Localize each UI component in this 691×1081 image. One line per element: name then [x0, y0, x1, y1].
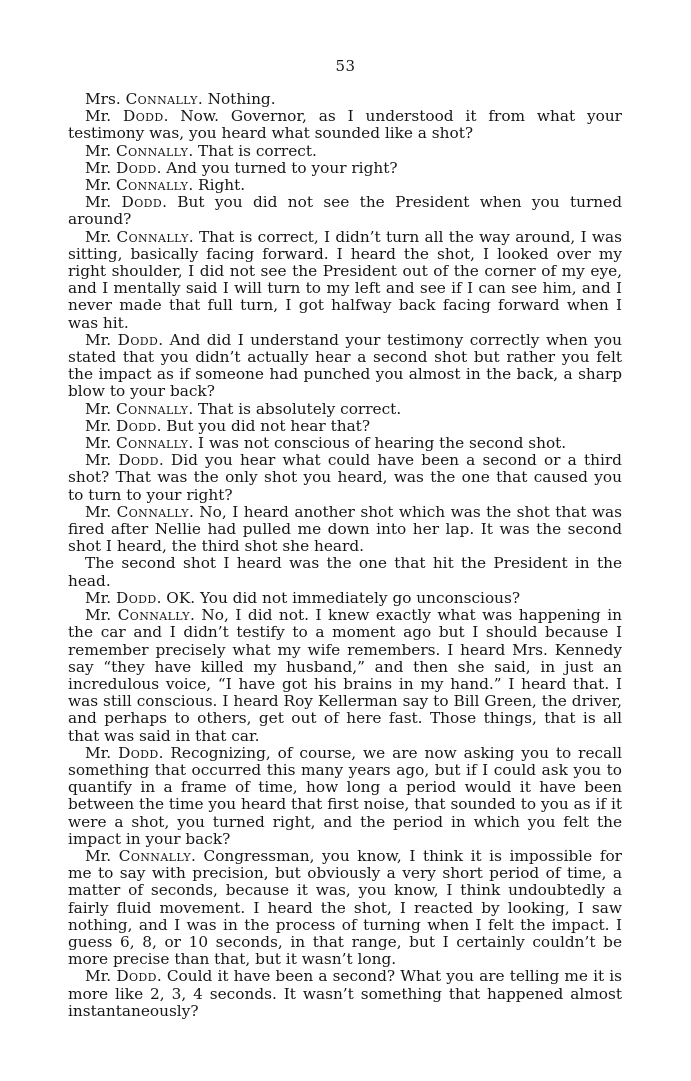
speaker-prefix: Mr. — [85, 416, 117, 435]
paragraph-text: . And you turned to your right? — [156, 158, 398, 177]
transcript-paragraph — [68, 555, 622, 589]
speaker-prefix: Mr. — [85, 606, 118, 625]
transcript-paragraph — [68, 452, 622, 504]
paragraph-text: . OK. You did not immediately go unconscious? — [156, 588, 521, 607]
speaker-name: Dodd — [116, 158, 157, 177]
transcript-paragraph — [68, 229, 622, 332]
paragraph-text: . Congressman, you know, I think it is impossible for me to say with precision, but obviously a very short period of time, a matter of seconds, because it was, you know, I think undoubtedly a fairly fluid movement. I heard the shot, I reacted by looking, I saw nothing, and I was in the process of turning when I felt the impact. I guess 6, 8, or 10 seconds, in that range, but I certainly couldn’t be more precise than that, but it wasn’t long. — [68, 846, 622, 969]
speaker-prefix: Mr. — [85, 743, 119, 762]
speaker-prefix: Mrs. — [85, 90, 126, 108]
transcript-paragraph — [68, 504, 622, 556]
paragraph-text: . That is absolutely correct. — [188, 399, 402, 418]
paragraph-text: . Right. — [188, 176, 246, 195]
speaker-name: Connally — [117, 606, 190, 625]
speaker-name: Connally — [116, 141, 189, 160]
transcript-paragraph — [68, 848, 622, 968]
transcript-paragraph — [68, 177, 622, 194]
paragraph-text: . Could it have been a second? What you are telling me it is more like 2, 3, 4 seconds. It wasn’t something that happened almost instantaneously? — [68, 967, 622, 1020]
speaker-prefix: Mr. — [85, 451, 119, 470]
speaker-prefix: Mr. — [85, 158, 117, 177]
speaker-prefix: Mr. — [85, 399, 117, 418]
paragraph-text: . No, I heard another shot which was the shot that was fired after Nellie had pulled me down into her lap. It was the second shot I heard, the third shot she heard. — [68, 502, 622, 556]
speaker-name: Connally — [116, 502, 189, 521]
speaker-prefix: Mr. — [85, 227, 117, 246]
speaker-name: Dodd — [116, 416, 157, 435]
paragraph-text: . But you did not hear that? — [156, 416, 371, 435]
speaker-name: Dodd — [118, 451, 159, 470]
speaker-prefix: Mr. — [85, 588, 117, 607]
paragraph-text: . Recognizing, of course, we are now asking you to recall something that occurred this many years ago, but if I could ask you to quantify in a frame of time, how long a period would it have been between the time you heard that first noise, that sounded to you as if it were a shot, you turned right, and the period in which you felt the impact in your back? — [68, 743, 622, 848]
transcript-body — [68, 91, 622, 1020]
speaker-prefix: Mr. — [85, 193, 122, 212]
speaker-prefix: Mr. — [85, 967, 117, 986]
paragraph-text: . Did you hear what could have been a second or a third shot? That was the only shot you heard, was the one that caused you to turn to your right? — [68, 451, 622, 504]
speaker-name: Connally — [116, 176, 189, 195]
paragraph-text: . I was not conscious of hearing the second shot. — [188, 434, 567, 453]
paragraph-text: . Now. Governor, as I understood it from what your testimony was, you heard what sounded like a shot? — [68, 107, 622, 143]
speaker-name: Dodd — [116, 588, 157, 607]
speaker-name: Connally — [125, 90, 198, 108]
transcript-paragraph — [68, 607, 622, 745]
speaker-name: Dodd — [121, 193, 163, 212]
paragraph-text: . And did I understand your testimony correctly when you stated that you didn’t actually hear a second shot but rather you felt the impact as if someone had punched you almost in the back, a sharp blow to your back? — [68, 330, 622, 401]
transcript-paragraph — [68, 194, 622, 228]
speaker-name: Dodd — [123, 107, 164, 126]
transcript-paragraph — [68, 108, 622, 142]
speaker-name: Dodd — [116, 967, 157, 986]
speaker-name: Connally — [116, 434, 189, 453]
paragraph-text: . But you did not see the President when you turned around? — [68, 193, 622, 229]
transcript-paragraph — [68, 91, 622, 108]
paragraph-text: . That is correct, I didn’t turn all the way around, I was sitting, basically facing forward. I heard the shot, I looked over my right shoulder, I did not see the President out of the corner of my eye, and I mentally said I will turn to my left and see if I can see him, and I never made that full turn, I got halfway back facing forward when I was hit. — [68, 227, 622, 332]
speaker-name: Connally — [116, 399, 189, 418]
speaker-prefix: Mr. — [85, 176, 117, 195]
paragraph-text: . Nothing. — [197, 90, 276, 108]
speaker-prefix: Mr. — [85, 846, 119, 865]
speaker-prefix: Mr. — [85, 330, 118, 349]
speaker-name: Connally — [118, 846, 192, 865]
speaker-name: Dodd — [117, 330, 159, 349]
transcript-paragraph — [68, 968, 622, 1020]
speaker-prefix: Mr. — [85, 502, 117, 521]
transcript-paragraph — [68, 745, 622, 848]
paragraph-text: . No, I did not. I knew exactly what was happening in the car and I didn’t testify to a moment ago but I should because I remember precisely what my wife remembers. I heard Mrs. Kennedy say “they have killed my husband,” and then she said, in just an incredulous voice, “I have got his brains in my hand.” I heard that. I was still conscious. I heard Roy Kellerman say to Bill Green, the driver, and perhaps to others, get out of here fast. Those things, that is all that was said in that car. — [68, 606, 622, 745]
transcript-paragraph — [68, 332, 622, 401]
transcript-paragraph — [68, 401, 622, 418]
transcript-paragraph — [68, 160, 622, 177]
page-number: 53 — [335, 57, 356, 75]
transcript-paragraph — [68, 418, 622, 435]
transcript-paragraph — [68, 435, 622, 452]
paragraph-text: . That is correct. — [188, 141, 317, 160]
speaker-name: Dodd — [118, 743, 159, 762]
transcript-paragraph — [68, 143, 622, 160]
paragraph-text: The second shot I heard was the one that hit the President in the head. — [68, 554, 622, 590]
speaker-prefix: Mr. — [85, 141, 117, 160]
transcript-paragraph — [68, 590, 622, 607]
speaker-prefix: Mr. — [85, 107, 124, 126]
speaker-prefix: Mr. — [85, 434, 117, 453]
speaker-name: Connally — [116, 227, 189, 246]
